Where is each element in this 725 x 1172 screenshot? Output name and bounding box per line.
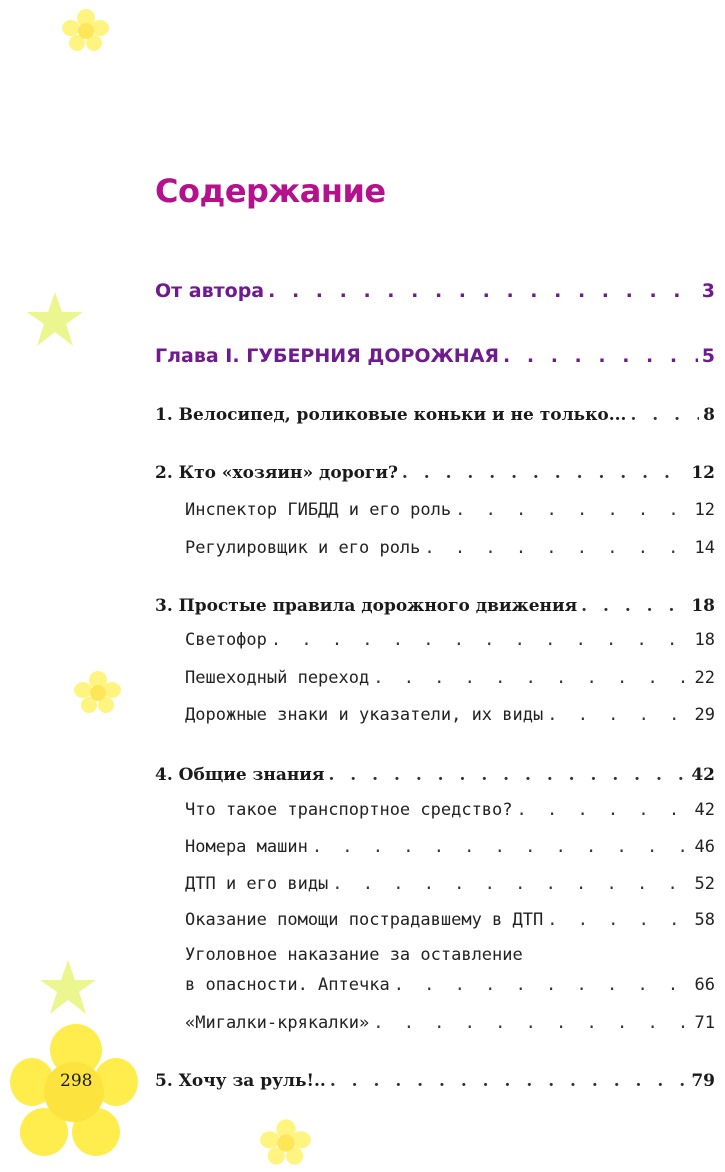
leader-dots: [312, 837, 691, 857]
leader-dots: [328, 765, 687, 785]
toc-entry-ch1[interactable]: [155, 405, 715, 425]
toc-entry-ch2-1[interactable]: [185, 500, 715, 520]
toc-page: 42: [691, 765, 715, 785]
toc-page: 18: [691, 596, 715, 616]
toc-page: 66: [694, 975, 715, 995]
leader-dots: [581, 596, 687, 616]
toc-label: Регулировщик и его роль: [185, 538, 421, 558]
toc-entry-ch4-5[interactable]: [185, 975, 715, 995]
flower-icon: [72, 670, 124, 714]
toc-page: 12: [694, 500, 715, 520]
toc-entry-from-author[interactable]: [155, 280, 715, 302]
leader-dots: [630, 405, 699, 425]
toc-page: 14: [694, 538, 715, 558]
toc-entry-ch2-2[interactable]: [185, 538, 715, 558]
toc-label: 5. Хочу за руль!..: [155, 1071, 326, 1091]
toc-entry-ch3-1[interactable]: [185, 630, 715, 650]
leader-dots: [394, 975, 691, 995]
leader-dots: [373, 668, 690, 688]
toc-entry-ch4-6[interactable]: [185, 1013, 715, 1033]
toc-entry-ch3-3[interactable]: [185, 705, 715, 725]
toc-page: 8: [703, 405, 715, 425]
leader-dots: [373, 1013, 690, 1033]
toc-page: 18: [694, 630, 715, 650]
toc-page: 46: [694, 837, 715, 857]
toc-label: Глава I. ГУБЕРНИЯ ДОРОЖНАЯ: [155, 345, 500, 367]
toc-label-line1: Уголовное наказание за оставление: [185, 945, 523, 965]
toc-label: Оказание помощи пострадавшему в ДТП: [185, 910, 544, 930]
leader-dots: [268, 280, 698, 302]
toc-label: Номера машин: [185, 837, 308, 857]
toc-page: 29: [694, 705, 715, 725]
toc-label: ДТП и его виды: [185, 874, 329, 894]
leader-dots: [402, 463, 687, 483]
toc-label: Инспектор ГИБДД и его роль: [185, 500, 452, 520]
toc-label: 1. Велосипед, роликовые коньки и не только...: [155, 405, 627, 425]
toc-page: 3: [701, 280, 715, 302]
toc-entry-ch4-3[interactable]: [185, 874, 715, 894]
toc-entry-ch3-2[interactable]: [185, 668, 715, 688]
page-number: 298: [60, 1071, 93, 1091]
toc-page: 42: [694, 800, 715, 820]
toc-label: От автора: [155, 280, 265, 302]
leader-dots: [503, 345, 698, 367]
page-title: Содержание: [155, 172, 386, 210]
toc-entry-ch3[interactable]: [155, 596, 715, 616]
toc-page: 71: [694, 1013, 715, 1033]
leader-dots: [271, 630, 691, 650]
toc-page: 58: [694, 910, 715, 930]
flower-icon: [258, 1118, 314, 1166]
star-icon: [25, 290, 85, 348]
toc-page: 22: [694, 668, 715, 688]
leader-dots: [547, 705, 690, 725]
toc-entry-ch5[interactable]: [155, 1071, 715, 1091]
toc-label: Светофор: [185, 630, 267, 650]
toc-page: 5: [701, 345, 715, 367]
leader-dots: [332, 874, 690, 894]
toc-entry-ch4-4[interactable]: [185, 910, 715, 930]
star-icon: [38, 958, 98, 1016]
toc-page: 79: [691, 1071, 715, 1091]
leader-dots: [517, 800, 691, 820]
toc-entry-part1[interactable]: [155, 345, 715, 367]
toc-label: 3. Простые правила дорожного движения: [155, 596, 578, 616]
toc-label: 2. Кто «хозяин» дороги?: [155, 463, 398, 483]
leader-dots: [547, 910, 690, 930]
leader-dots: [455, 500, 690, 520]
toc-page: 12: [691, 463, 715, 483]
toc-label: Что такое транспортное средство?: [185, 800, 513, 820]
flower-icon: [60, 8, 112, 52]
toc-entry-ch4[interactable]: [155, 765, 715, 785]
toc-entry-ch2[interactable]: [155, 463, 715, 483]
toc-label: 4. Общие знания: [155, 765, 325, 785]
toc-label: Дорожные знаки и указатели, их виды: [185, 705, 544, 725]
toc-label: Пешеходный переход: [185, 668, 370, 688]
toc-entry-ch4-2[interactable]: [185, 837, 715, 857]
leader-dots: [330, 1071, 688, 1091]
toc-entry-ch4-1[interactable]: [185, 800, 715, 820]
toc-page: 52: [694, 874, 715, 894]
toc-label: «Мигалки-крякалки»: [185, 1013, 370, 1033]
toc-label: в опасности. Аптечка: [185, 975, 390, 995]
leader-dots: [424, 538, 690, 558]
